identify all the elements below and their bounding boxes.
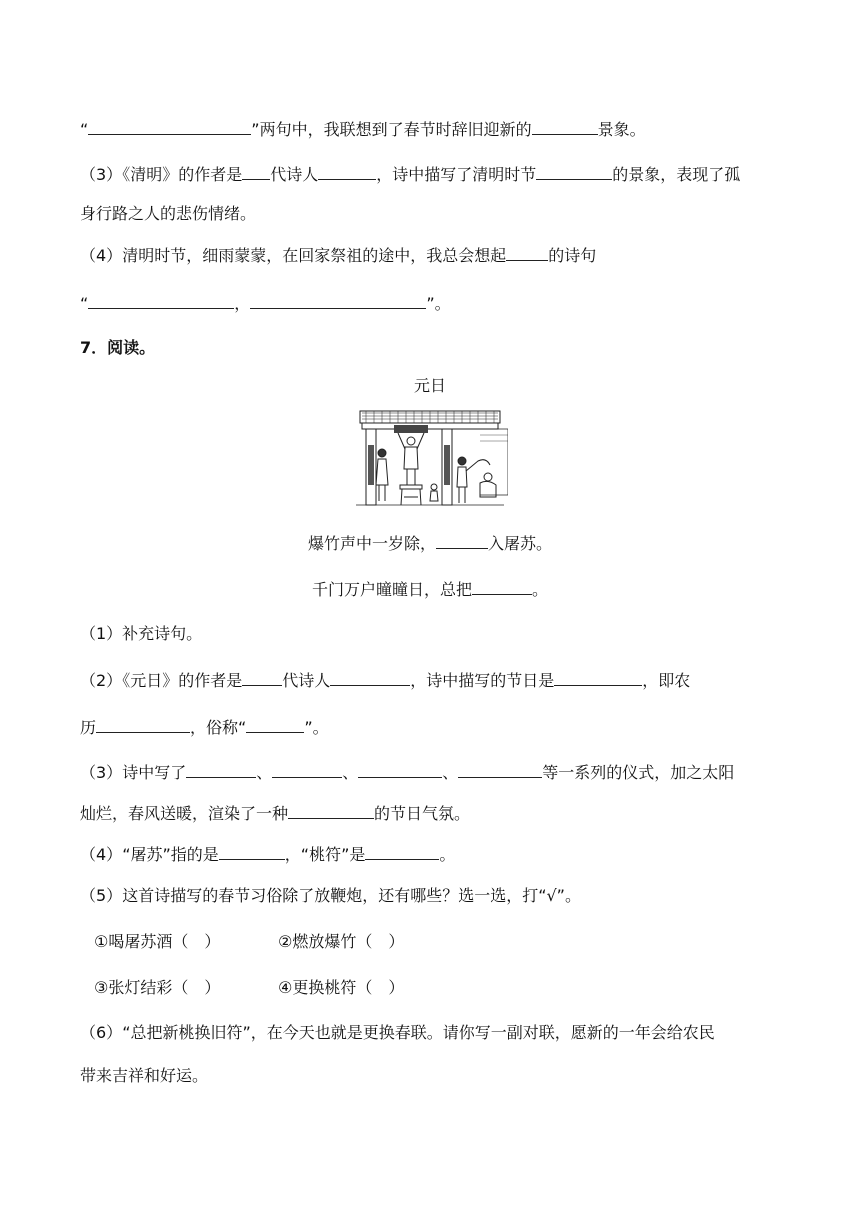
answer-blank[interactable] — [506, 244, 548, 261]
question-7-1: （1）补充诗句。 — [80, 624, 203, 643]
separator: 、 — [256, 763, 273, 782]
question-text: 诗中写了 — [122, 763, 187, 782]
question-text: 历 — [80, 718, 97, 737]
option-1[interactable]: ①喝屠苏酒（ ） — [94, 932, 221, 951]
question-text: 代诗人 — [282, 671, 331, 690]
question-number: （4） — [80, 845, 123, 864]
question-text: ，诗中描写的节日是 — [410, 671, 555, 690]
question-text: 的景象，表现了孤 — [612, 165, 741, 184]
q6-3-poem-line — [80, 118, 646, 140]
answer-blank[interactable] — [458, 761, 542, 778]
question-7-2 — [80, 669, 690, 691]
question-text: ”。 — [304, 718, 329, 737]
question-text: 景象。 — [597, 120, 646, 139]
question-text: 清明时节，细雨蒙蒙，在回家祭祖的途中，我总会想起 — [122, 246, 507, 265]
question-text: ，俗称“ — [190, 718, 247, 737]
answer-blank[interactable] — [436, 532, 488, 549]
poem-line-2 — [0, 578, 860, 600]
answer-blank[interactable] — [88, 118, 251, 135]
question-text: 身行路之人的悲伤情绪。 — [80, 204, 257, 223]
question-text: 《元日》的作者是 — [122, 671, 243, 690]
close-quote: ”。 — [426, 294, 451, 313]
question-7-3 — [80, 761, 734, 783]
question-number: （5） — [80, 886, 123, 905]
question-number: （3） — [80, 165, 123, 184]
question-6-4-poem-line — [80, 292, 451, 314]
question-number: （4） — [80, 246, 123, 265]
answer-blank[interactable] — [88, 292, 234, 309]
answer-blank[interactable] — [532, 118, 598, 135]
question-7-5 — [80, 886, 581, 906]
answer-blank[interactable] — [250, 292, 426, 309]
question-text: ，诗中描写了清明时节 — [376, 165, 537, 184]
answer-blank[interactable] — [219, 843, 285, 860]
question-7-6 — [80, 1023, 715, 1043]
answer-blank[interactable] — [365, 843, 439, 860]
answer-blank[interactable] — [272, 761, 342, 778]
separator: 、 — [442, 763, 459, 782]
open-quote: “ — [80, 120, 89, 139]
question-7-4 — [80, 843, 455, 865]
option-2[interactable]: ②燃放爆竹（ ） — [278, 932, 405, 951]
poem-text: 。 — [532, 580, 549, 599]
answer-blank[interactable] — [96, 716, 190, 733]
question-7-2-cont — [80, 716, 329, 738]
question-7-3-cont — [80, 802, 470, 824]
answer-blank[interactable] — [242, 163, 270, 180]
question-6-3-cont — [80, 204, 256, 224]
answer-blank[interactable] — [186, 761, 256, 778]
separator: 、 — [342, 763, 359, 782]
question-text: 《清明》的作者是 — [122, 165, 243, 184]
new-year-illustration — [352, 405, 508, 509]
question-7-heading: 7．阅读。 — [80, 338, 156, 357]
question-text: 的节日气氛。 — [374, 804, 471, 823]
answer-blank[interactable] — [318, 163, 376, 180]
question-text: 。 — [439, 845, 456, 864]
answer-blank[interactable] — [536, 163, 612, 180]
question-6-3 — [80, 163, 740, 185]
answer-blank[interactable] — [242, 669, 282, 686]
question-text: 等一系列的仪式，加之太阳 — [542, 763, 735, 782]
question-text: “总把新桃换旧符”，在今天也就是更换春联。请你写一副对联，愿新的一年会给农民 — [122, 1023, 715, 1042]
answer-blank[interactable] — [246, 716, 304, 733]
answer-blank[interactable] — [358, 761, 442, 778]
question-6-4 — [80, 244, 596, 266]
question-text: 灿烂，春风送暖，渲染了一种 — [80, 804, 289, 823]
question-text: 代诗人 — [270, 165, 319, 184]
question-text: ”两句中，我联想到了春节时辞旧迎新的 — [251, 120, 532, 139]
question-text: ，“桃符”是 — [284, 845, 366, 864]
poem-title: 元日 — [413, 376, 446, 395]
option-4[interactable]: ④更换桃符（ ） — [278, 978, 405, 997]
comma: ， — [234, 294, 251, 313]
question-number: （3） — [80, 763, 123, 782]
question-text: “屠苏”指的是 — [122, 845, 219, 864]
poem-text: 爆竹声中一岁除， — [307, 534, 436, 553]
open-quote: “ — [80, 294, 89, 313]
answer-blank[interactable] — [472, 578, 532, 595]
question-text: ，即农 — [642, 671, 691, 690]
question-number: （2） — [80, 671, 123, 690]
question-7-6-cont: 带来吉祥和好运。 — [80, 1066, 209, 1085]
answer-blank[interactable] — [288, 802, 374, 819]
poem-text: 千门万户曈曈日，总把 — [311, 580, 472, 599]
poem-line-1 — [0, 532, 860, 554]
answer-blank[interactable] — [554, 669, 642, 686]
option-3[interactable]: ③张灯结彩（ ） — [94, 978, 221, 997]
question-text: 的诗句 — [548, 246, 597, 265]
answer-blank[interactable] — [330, 669, 410, 686]
question-number: （6） — [80, 1023, 123, 1042]
poem-text: 入屠苏。 — [488, 534, 553, 553]
question-text: 这首诗描写的春节习俗除了放鞭炮，还有哪些？选一选，打“√”。 — [122, 886, 581, 905]
